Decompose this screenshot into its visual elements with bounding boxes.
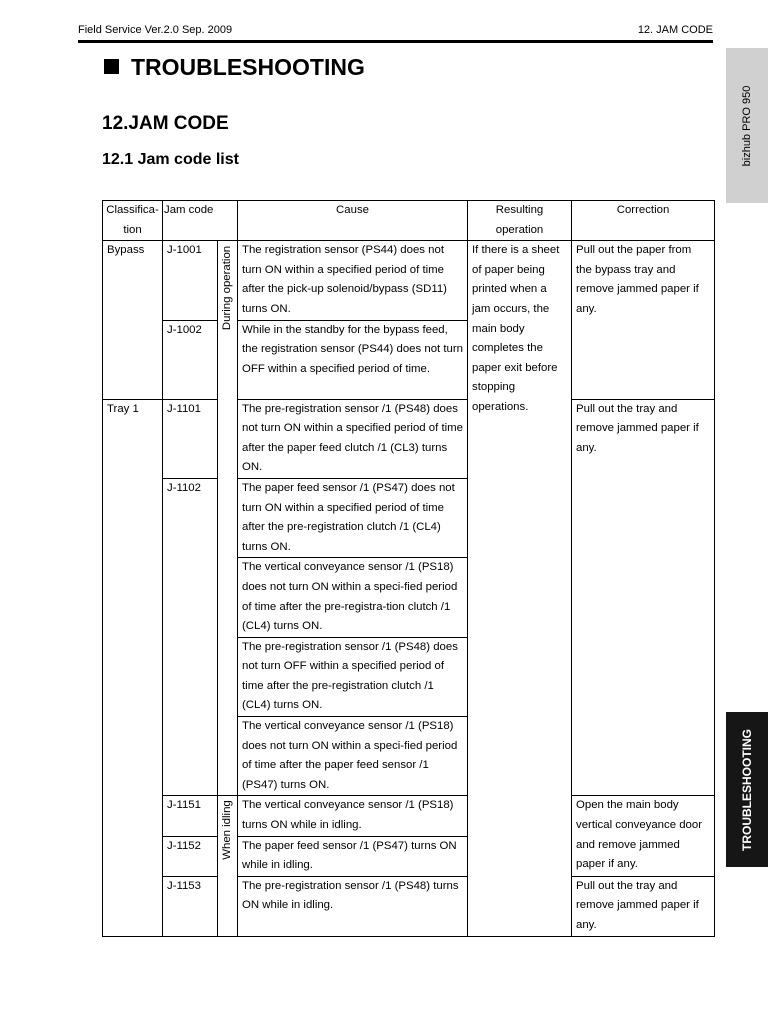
jam-code-table — [102, 200, 715, 937]
correction-cell: Pull out the paper from the bypass tray and remove jammed paper if any. — [572, 241, 715, 399]
cause-cell: The vertical conveyance sensor /1 (PS18) does not turn ON within a speci-fied period of time after the paper feed sensor /1 (PS47) turns ON. — [238, 717, 468, 796]
classification-cell: Tray 1 — [103, 399, 163, 936]
cause-cell: The registration sensor (PS44) does not turn ON within a specified period of time after the pick-up solenoid/bypass (SD11) turns ON. — [238, 241, 468, 320]
cause-cell: The vertical conveyance sensor /1 (PS18) turns ON while in idling. — [238, 796, 468, 836]
phase-label: During operation — [220, 246, 233, 331]
side-tab-model — [726, 48, 768, 203]
correction-cell: Pull out the tray and remove jammed paper if any. — [572, 876, 715, 936]
side-tab-section-label: TROUBLESHOOTING — [740, 728, 754, 851]
correction-cell: Pull out the tray and remove jammed paper if any. — [572, 399, 715, 796]
cause-cell: The pre-registration sensor /1 (PS48) does not turn OFF within a specified period of time after the pre-registration clutch /1 (CL4) turns ON. — [238, 637, 468, 716]
subsection-heading: 12.1 Jam code list — [102, 151, 239, 168]
jam-code-cell: J-1151 — [163, 796, 218, 836]
page-title-text: TROUBLESHOOTING — [131, 54, 365, 80]
phase-cell-when-idling — [218, 796, 238, 936]
header-classification: Classifica- tion — [103, 201, 163, 241]
header-rule — [78, 40, 713, 43]
running-header-right: 12. JAM CODE — [637, 24, 713, 36]
jam-code-cell: J-1002 — [163, 320, 218, 399]
table-row — [103, 876, 715, 936]
phase-cell-during-operation — [218, 241, 238, 796]
cause-cell: The vertical conveyance sensor /1 (PS18) does not turn ON within a speci-fied period of time after the pre-registra-tion clutch /1 (CL4) turns ON. — [238, 558, 468, 637]
cause-cell: The paper feed sensor /1 (PS47) turns ON while in idling. — [238, 836, 468, 876]
side-tab-model-label: bizhub PRO 950 — [741, 85, 753, 166]
header-cause: Cause — [238, 201, 468, 241]
cause-cell: The paper feed sensor /1 (PS47) does not turn ON within a specified period of time after the pre-registration clutch /1 (CL4) turns ON. — [238, 478, 468, 557]
header-resulting-operation: Resulting operation — [468, 201, 572, 241]
jam-code-cell: J-1101 — [163, 399, 218, 478]
cause-cell: While in the standby for the bypass feed, the registration sensor (PS44) does not turn OFF within a specified period of time. — [238, 320, 468, 399]
side-tab-section — [726, 712, 768, 867]
cause-cell: The pre-registration sensor /1 (PS48) does not turn ON within a specified period of time after the paper feed clutch /1 (CL3) turns ON. — [238, 399, 468, 478]
jam-code-cell: J-1153 — [163, 876, 218, 936]
jam-code-cell: J-1001 — [163, 241, 218, 320]
jam-code-cell: J-1102 — [163, 478, 218, 796]
table-row — [103, 796, 715, 836]
table-row — [103, 399, 715, 478]
header-correction: Correction — [572, 201, 715, 241]
section-heading: 12.JAM CODE — [102, 113, 229, 134]
table-header-row — [103, 201, 715, 241]
header-jam-code: Jam code — [163, 201, 238, 241]
running-header-left: Field Service Ver.2.0 Sep. 2009 — [78, 24, 233, 36]
jam-code-cell: J-1152 — [163, 836, 218, 876]
resulting-operation-cell: If there is a sheet of paper being printed when a jam occurs, the main body completes the paper exit before stopping operations. — [468, 241, 572, 937]
page-title — [104, 54, 365, 81]
phase-label: When idling — [220, 800, 233, 861]
classification-cell: Bypass — [103, 241, 163, 399]
square-bullet-icon — [104, 59, 119, 74]
table-row — [103, 241, 715, 320]
cause-cell: The pre-registration sensor /1 (PS48) turns ON while in idling. — [238, 876, 468, 936]
correction-cell: Open the main body vertical conveyance door and remove jammed paper if any. — [572, 796, 715, 876]
